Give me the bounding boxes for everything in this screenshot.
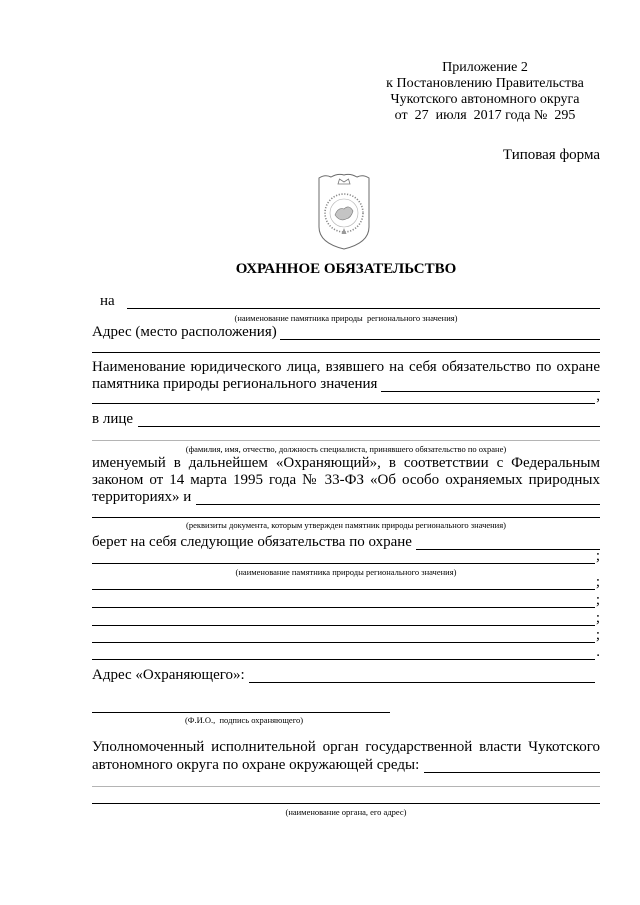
obligations-blank-2 (92, 563, 595, 564)
obligations-row-2 (92, 548, 600, 565)
obligation-line-3 (92, 610, 600, 627)
address-row (92, 324, 600, 341)
signature-line (92, 712, 390, 713)
guardian-address-row (92, 667, 595, 684)
address-blank-2 (92, 352, 600, 353)
semicolon-mark: ; (595, 627, 600, 643)
object-caption: (наименование памятника природы регионального значения) (234, 313, 458, 323)
authority-blank-2 (92, 786, 600, 787)
obligation-blank-1 (92, 589, 595, 590)
authority-row (92, 757, 600, 774)
obligation-blank-3 (92, 625, 595, 626)
semicolon-mark: ; (595, 574, 600, 590)
basis-caption: (реквизиты документа, которым утвержден памятник природы регионального значения) (186, 520, 506, 530)
object-blank (127, 308, 600, 309)
appendix-number: Приложение 2 (442, 60, 528, 75)
basis-text-2: законом от 14 марта 1995 года № 33-ФЗ «Об особо охраняемых природных (92, 472, 600, 488)
obligations-caption: (наименование памятника природы регионального значения) (235, 567, 457, 577)
authority-text-1: Уполномоченный исполнительной орган государственной власти Чукотского (92, 739, 600, 755)
obligation-line-1 (92, 574, 600, 591)
period-mark: . (596, 644, 600, 660)
address-label: Адрес (место расположения) (92, 324, 277, 340)
represented-by-blank-2 (92, 440, 600, 441)
crown-shape (338, 179, 350, 184)
form-type: Типовая форма (502, 147, 600, 163)
obligation-line-4 (92, 627, 600, 644)
represented-by-blank (138, 426, 600, 427)
semicolon-mark: ; (595, 610, 600, 626)
document-title: ОХРАННОЕ ОБЯЗАТЕЛЬСТВО (235, 261, 457, 277)
basis-text-1: именуемый в дальнейшем «Охраняющий», в соответствии с Федеральным (92, 455, 600, 471)
object-row (92, 293, 600, 310)
represented-by-caption: (фамилия, имя, отчество, должность специалиста, принявшего обязательство по охране) (185, 444, 507, 454)
represented-by-label: в лице (92, 411, 134, 427)
guardian-address-blank (249, 682, 595, 683)
basis-row (92, 489, 600, 506)
comma-mark: , (596, 388, 600, 404)
semicolon-mark: ; (595, 592, 600, 608)
semicolon-mark: ; (595, 548, 600, 564)
basis-blank (196, 504, 600, 505)
authority-caption: (наименование органа, его адрес) (285, 807, 407, 817)
coat-of-arms-icon (316, 171, 372, 251)
obligation-blank-2 (92, 607, 595, 608)
appendix-date: от 27 июля 2017 года № 295 (394, 108, 576, 123)
obligations-label: берет на себя следующие обязательства по охране (92, 534, 412, 550)
authority-blank-3 (92, 803, 600, 804)
address-blank (280, 339, 600, 340)
inner-figure (335, 207, 353, 220)
legal-entity-text-1: Наименование юридического лица, взявшего на себя обязательство по охране (92, 359, 600, 375)
obligation-line-2 (92, 592, 600, 609)
guardian-address-label: Адрес «Охраняющего»: (92, 667, 245, 683)
legal-entity-blank-2 (92, 403, 595, 404)
obligation-blank-5 (92, 659, 595, 660)
appendix-decree: к Постановлению Правительства (386, 76, 584, 91)
basis-text-3: территориях» и (92, 489, 192, 505)
represented-by-row (92, 411, 600, 428)
basis-blank-2 (92, 517, 600, 518)
obligation-line-5 (92, 644, 600, 661)
authority-blank (424, 772, 600, 773)
signature-caption: (Ф.И.О., подпись охраняющего) (184, 715, 304, 725)
authority-text-2: автономного округа по охране окружающей среды: (92, 757, 420, 773)
legal-entity-text-2: памятника природы регионального значения (92, 376, 378, 392)
base-ornament (342, 228, 347, 234)
appendix-region: Чукотского автономного округа (390, 92, 580, 107)
obligation-blank-4 (92, 642, 595, 643)
object-label: на (100, 293, 115, 309)
legal-entity-row-2 (92, 388, 600, 405)
